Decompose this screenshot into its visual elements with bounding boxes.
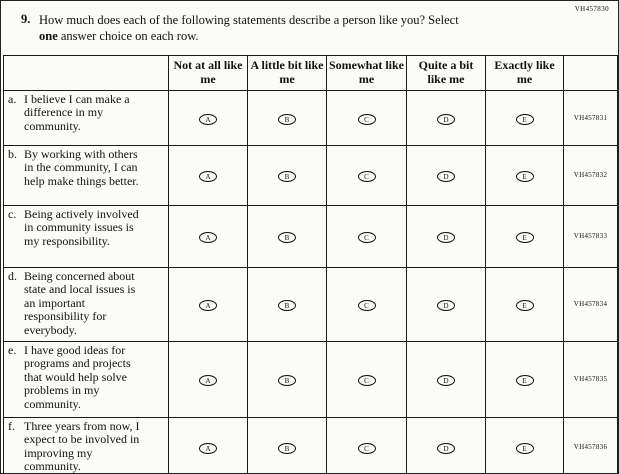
code-header-cell [564, 56, 618, 91]
table-row-c [4, 205, 618, 267]
row-code: VH457833 [564, 205, 618, 267]
question-text-line2: answer choice on each row. [60, 29, 199, 43]
answer-bubble-b[interactable]: B [278, 114, 296, 125]
row-code: VH457836 [564, 417, 618, 474]
answer-bubble-e[interactable]: E [516, 114, 534, 125]
answer-bubble-b[interactable]: B [278, 232, 296, 243]
answer-bubble-c[interactable]: C [358, 114, 376, 125]
row-letter: c. [8, 206, 17, 221]
statement-cell [4, 145, 169, 205]
answer-bubble-e[interactable]: E [516, 375, 534, 386]
row-code: VH457834 [564, 267, 618, 341]
answer-bubble-d[interactable]: D [437, 171, 455, 182]
column-header-not-at-all: Not at all like me [169, 56, 248, 91]
answer-bubble-a[interactable]: A [199, 300, 217, 311]
table-row-b [4, 145, 618, 205]
answer-bubble-c[interactable]: C [358, 300, 376, 311]
statement-text: I have good ideas for programs and projects that would help solve problems in my community. [24, 342, 131, 411]
statement-text: By working with others in the community, I can help make things better. [24, 146, 139, 188]
row-letter: f. [8, 418, 15, 433]
answer-bubble-d[interactable]: D [437, 300, 455, 311]
answer-bubble-b[interactable]: B [278, 300, 296, 311]
row-letter: b. [8, 146, 17, 161]
column-header-a-little-bit: A little bit like me [248, 56, 327, 91]
statement-text: Being actively involved in community issues is my responsibility. [24, 206, 139, 248]
row-letter: d. [8, 268, 17, 283]
answer-bubble-c[interactable]: C [358, 375, 376, 386]
question-block [1, 1, 618, 44]
answer-bubble-d[interactable]: D [437, 114, 455, 125]
table-row-f [4, 417, 618, 474]
row-letter: e. [8, 342, 17, 357]
question-text [39, 12, 459, 44]
row-letter: a. [8, 91, 17, 106]
answer-bubble-c[interactable]: C [358, 232, 376, 243]
table-row-a [4, 90, 618, 145]
row-code: VH457831 [564, 90, 618, 145]
answer-bubble-e[interactable]: E [516, 300, 534, 311]
table-row-d [4, 267, 618, 341]
statement-text: Being concerned about state and local issues is an important responsibility for everybody. [24, 268, 136, 337]
answer-bubble-a[interactable]: A [199, 375, 217, 386]
statement-text: Three years from now, I expect to be involved in improving my community. [24, 418, 140, 474]
answer-bubble-a[interactable]: A [199, 232, 217, 243]
statement-cell [4, 267, 169, 341]
answer-bubble-a[interactable]: A [199, 114, 217, 125]
survey-response-table [3, 55, 618, 474]
answer-bubble-e[interactable]: E [516, 232, 534, 243]
answer-bubble-d[interactable]: D [437, 443, 455, 454]
answer-bubble-b[interactable]: B [278, 375, 296, 386]
table-row-e [4, 341, 618, 417]
answer-bubble-b[interactable]: B [278, 171, 296, 182]
statement-cell [4, 341, 169, 417]
statement-cell [4, 90, 169, 145]
statement-cell [4, 205, 169, 267]
form-code: VH457830 [574, 5, 609, 13]
answer-bubble-a[interactable]: A [199, 443, 217, 454]
header-row [4, 56, 618, 91]
empty-header-cell [4, 56, 169, 91]
answer-bubble-d[interactable]: D [437, 232, 455, 243]
column-header-exactly-like-me: Exactly like me [486, 56, 564, 91]
row-code: VH457835 [564, 341, 618, 417]
answer-bubble-a[interactable]: A [199, 171, 217, 182]
row-code: VH457832 [564, 145, 618, 205]
answer-bubble-e[interactable]: E [516, 171, 534, 182]
answer-bubble-c[interactable]: C [358, 171, 376, 182]
question-number: 9. [21, 12, 31, 26]
answer-bubble-e[interactable]: E [516, 443, 534, 454]
statement-cell [4, 417, 169, 474]
answer-bubble-c[interactable]: C [358, 443, 376, 454]
answer-bubble-b[interactable]: B [278, 443, 296, 454]
column-header-somewhat: Somewhat like me [327, 56, 407, 91]
column-header-quite-a-bit: Quite a bit like me [407, 56, 486, 91]
question-bold-word: one [39, 29, 58, 43]
question-text-line1: How much does each of the following statements describe a person like you? Select [39, 13, 459, 27]
answer-bubble-d[interactable]: D [437, 375, 455, 386]
statement-text: I believe I can make a difference in my community. [24, 91, 130, 133]
